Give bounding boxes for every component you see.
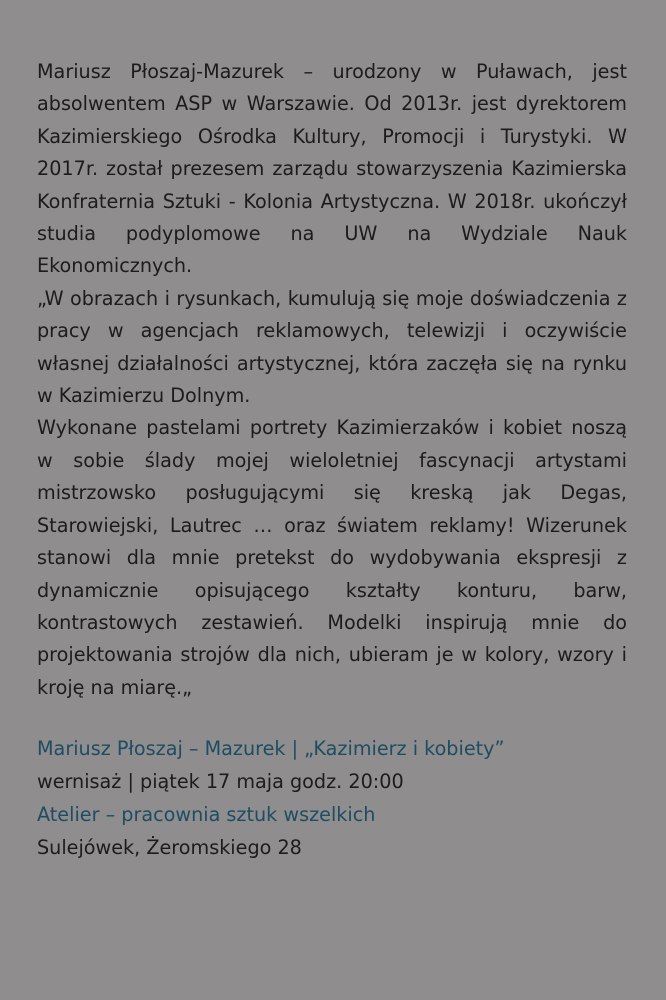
bio-paragraph: Mariusz Płoszaj-Mazurek – urodzony w Puławach, jest absolwentem ASP w Warszawie. Od 2013r. jest dyrektorem Kazimierskiego Ośrodka Kultury, Promocji i Turystyki. W 2017r. został prezesem zarządu stowarzyszenia Kazimierska Konfraternia Sztuki - Kolonia Artystyczna. W 2018r. ukończył studia podyplomowe na UW na Wydziale Nauk Ekonomicznych. (37, 60, 627, 278)
opening-date: wernisaż | piątek 17 maja godz. 20:00 (37, 770, 404, 794)
exhibition-title: Mariusz Płoszaj – Mazurek | „Kazimierz i kobiety” (37, 737, 505, 761)
quote-paragraph: „W obrazach i rysunkach, kumulują się moje doświadczenia z pracy w agencjach reklamowych, telewizji i oczywiście własnej działalności artystycznej, która zaczęła się na rynku w Kazimierzu Dolnym. (37, 286, 627, 408)
artist-bio (37, 56, 627, 704)
event-info (37, 732, 627, 864)
venue-name: Atelier – pracownia sztuk wszelkich (37, 803, 376, 827)
invitation-page (37, 56, 627, 864)
venue-address: Sulejówek, Żeromskiego 28 (37, 836, 302, 860)
quote-paragraph: Wykonane pastelami portrety Kazimierzaków i kobiet noszą w sobie ślady mojej wieloletniej fascynacji artystami mistrzowsko posługującymi się kreską jak Degas, Starowiejski, Lautrec … oraz światem reklamy! Wizerunek stanowi dla mnie pretekst do wydobywania ekspresji z dynamicznie opisującego kształty konturu, barw, kontrastowych zestawień. Modelki inspirują mnie do projektowania strojów dla nich, ubieram je w kolory, wzory i kroję na miarę.„ (37, 416, 627, 699)
